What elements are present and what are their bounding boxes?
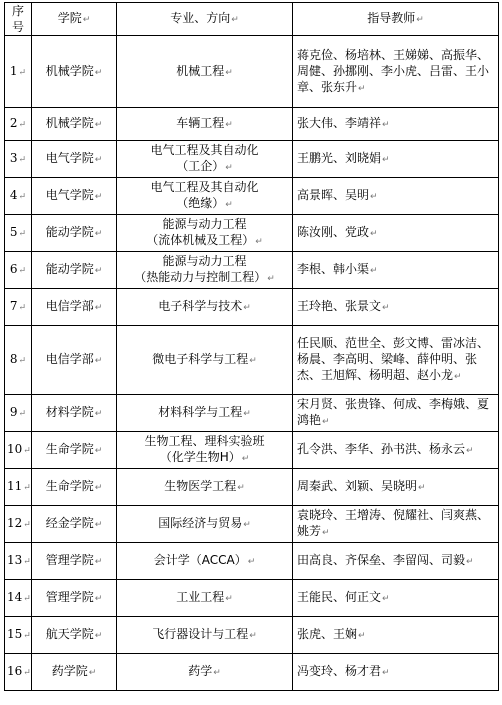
row-index: 7↵	[5, 289, 32, 326]
row-college: 管理学院↵	[32, 543, 117, 580]
row-college: 机械学院↵	[32, 108, 117, 141]
row-index: 8↵	[5, 326, 32, 395]
row-advisors: 陈汝刚、党政↵	[293, 215, 499, 252]
row-major: 会计学（ACCA）↵	[117, 543, 293, 580]
row-major: 机械工程↵	[117, 36, 293, 108]
paragraph-mark: ↵	[370, 266, 378, 276]
row-index: 15↵	[5, 617, 32, 654]
row-advisors: 张大伟、李靖祥↵	[293, 108, 499, 141]
row-college: 生命学院↵	[32, 432, 117, 469]
paragraph-mark: ↵	[94, 303, 103, 313]
row-advisors: 袁晓玲、王增涛、倪耀社、闫爽燕、姚芳↵	[293, 506, 499, 543]
paragraph-mark: ↵	[94, 67, 103, 78]
paragraph-mark: ↵	[23, 557, 31, 567]
row-advisors: 孔令洪、李华、孙书洪、杨永云↵	[293, 432, 499, 469]
row-advisors: 冯变玲、杨才君↵	[293, 654, 499, 691]
paragraph-mark: ↵	[225, 200, 233, 210]
header-college: 学院↵	[32, 3, 117, 36]
paragraph-mark: ↵	[466, 446, 474, 456]
paragraph-mark: ↵	[243, 409, 251, 419]
header-advisor: 指导教师↵	[293, 3, 499, 36]
paragraph-mark: ↵	[94, 520, 103, 530]
paragraph-mark: ↵	[88, 668, 97, 678]
paragraph-mark: ↵	[225, 163, 233, 173]
table-row	[5, 580, 499, 617]
row-major: 电气工程及其自动化 （工企）↵	[117, 141, 293, 178]
row-college: 电信学部↵	[32, 326, 117, 395]
paragraph-mark: ↵	[241, 454, 250, 464]
paragraph-mark: ↵	[454, 372, 462, 382]
row-major: 微电子科学与工程↵	[117, 326, 293, 395]
row-major: 工业工程↵	[117, 580, 293, 617]
table-row	[5, 36, 499, 108]
paragraph-mark: ↵	[18, 192, 27, 202]
paragraph-mark: ↵	[94, 155, 103, 165]
row-college: 机械学院↵	[32, 36, 117, 108]
paragraph-mark: ↵	[225, 120, 233, 130]
paragraph-mark: ↵	[94, 192, 103, 202]
paragraph-mark: ↵	[358, 631, 366, 641]
row-advisors: 王玲艳、张景文↵	[293, 289, 499, 326]
row-index: 12↵	[5, 506, 32, 543]
row-college: 管理学院↵	[32, 580, 117, 617]
table-row	[5, 506, 499, 543]
paragraph-mark: ↵	[382, 155, 390, 165]
header-index: 序 号	[5, 3, 32, 36]
row-index: 3↵	[5, 141, 32, 178]
row-major: 电气工程及其自动化 （绝缘）↵	[117, 178, 293, 215]
row-major: 国际经济与贸易↵	[117, 506, 293, 543]
paragraph-mark: ↵	[249, 356, 257, 366]
row-major: 车辆工程↵	[117, 108, 293, 141]
row-index: 5↵	[5, 215, 32, 252]
paragraph-mark: ↵	[94, 229, 103, 239]
paragraph-mark: ↵	[23, 446, 31, 456]
row-index: 6↵	[5, 252, 32, 289]
table-row	[5, 108, 499, 141]
paragraph-mark: ↵	[213, 668, 221, 678]
paragraph-mark: ↵	[23, 594, 31, 604]
row-advisors: 李根、韩小渠↵	[293, 252, 499, 289]
row-college: 材料学院↵	[32, 395, 117, 432]
paragraph-mark: ↵	[243, 520, 251, 530]
paragraph-mark: ↵	[418, 483, 426, 493]
row-advisors: 宋月贤、张贵锋、何成、李梅娥、夏鸿艳↵	[293, 395, 499, 432]
paragraph-mark: ↵	[18, 303, 27, 313]
row-college: 电信学部↵	[32, 289, 117, 326]
paragraph-mark: ↵	[247, 557, 256, 567]
paragraph-mark: ↵	[267, 274, 275, 284]
row-index: 13↵	[5, 543, 32, 580]
table-row	[5, 178, 499, 215]
paragraph-mark: ↵	[382, 594, 390, 604]
row-index: 16↵	[5, 654, 32, 691]
paragraph-mark: ↵	[23, 668, 31, 678]
paragraph-mark: ↵	[94, 483, 103, 493]
table-row	[5, 543, 499, 580]
paragraph-mark: ↵	[237, 483, 245, 493]
row-major: 电子科学与技术↵	[117, 289, 293, 326]
paragraph-mark: ↵	[23, 520, 31, 530]
row-college: 电气学院↵	[32, 178, 117, 215]
row-major: 材料科学与工程↵	[117, 395, 293, 432]
paragraph-mark: ↵	[18, 356, 27, 366]
paragraph-mark: ↵	[370, 229, 378, 239]
table-row	[5, 326, 499, 395]
row-college: 药学院↵	[32, 654, 117, 691]
paragraph-mark: ↵	[322, 528, 330, 538]
table-row	[5, 215, 499, 252]
row-index: 14↵	[5, 580, 32, 617]
table-row	[5, 654, 499, 691]
table-row	[5, 469, 499, 506]
row-major: 生物工程、理科实验班 （化学生物H）↵	[117, 432, 293, 469]
row-advisors: 高景晖、吴明↵	[293, 178, 499, 215]
row-index: 4↵	[5, 178, 32, 215]
table-row	[5, 141, 499, 178]
row-college: 航天学院↵	[32, 617, 117, 654]
paragraph-mark: ↵	[23, 631, 31, 641]
paragraph-mark: ↵	[94, 266, 103, 276]
row-major: 生物医学工程↵	[117, 469, 293, 506]
table-row	[5, 617, 499, 654]
table-row	[5, 252, 499, 289]
row-advisors: 任民顺、范世全、彭文博、雷冰洁、杨晨、李高明、梁峰、薛仲明、张杰、王旭辉、杨明超、赵小龙↵	[293, 326, 499, 395]
paragraph-mark: ↵	[370, 192, 378, 202]
paragraph-mark: ↵	[382, 668, 390, 678]
row-advisors: 王能民、何正文↵	[293, 580, 499, 617]
row-advisors: 张虎、王娴↵	[293, 617, 499, 654]
row-advisors: 田高良、齐保垒、李留闯、司毅↵	[293, 543, 499, 580]
paragraph-mark: ↵	[94, 409, 103, 419]
row-advisors: 周秦武、刘颖、吴晓明↵	[293, 469, 499, 506]
row-index: 9↵	[5, 395, 32, 432]
table-row	[5, 289, 499, 326]
row-college: 能动学院↵	[32, 252, 117, 289]
row-index: 2↵	[5, 108, 32, 141]
paragraph-mark: ↵	[249, 631, 257, 641]
paragraph-mark: ↵	[382, 120, 390, 130]
row-college: 生命学院↵	[32, 469, 117, 506]
paragraph-mark: ↵	[94, 557, 103, 567]
row-major: 飞行器设计与工程↵	[117, 617, 293, 654]
row-index: 1↵	[5, 36, 32, 108]
header-major: 专业、方向↵	[117, 3, 293, 36]
paragraph-mark: ↵	[94, 120, 103, 130]
row-college: 电气学院↵	[32, 141, 117, 178]
row-college: 能动学院↵	[32, 215, 117, 252]
paragraph-mark: ↵	[358, 83, 366, 94]
paragraph-mark: ↵	[322, 417, 330, 427]
paragraph-mark: ↵	[18, 266, 27, 276]
paragraph-mark: ↵	[255, 237, 263, 247]
paragraph-mark: ↵	[466, 557, 474, 567]
row-index: 10↵	[5, 432, 32, 469]
paragraph-mark: ↵	[18, 155, 27, 165]
table-row	[5, 395, 499, 432]
row-advisors: 王鹏光、刘晓娟↵	[293, 141, 499, 178]
row-major: 能源与动力工程 （热能动力与控制工程）↵	[117, 252, 293, 289]
row-major: 能源与动力工程 （流体机械及工程）↵	[117, 215, 293, 252]
paragraph-mark: ↵	[18, 409, 27, 419]
paragraph-mark: ↵	[18, 67, 27, 78]
paragraph-mark: ↵	[18, 120, 27, 130]
paragraph-mark: ↵	[243, 303, 251, 313]
paragraph-mark: ↵	[225, 67, 233, 78]
paragraph-mark: ↵	[94, 631, 103, 641]
row-advisors: 蒋克俭、杨培林、王娣娣、高振华、周健、孙挪刚、李小虎、吕雷、王小章、张东升↵	[293, 36, 499, 108]
row-major: 药学↵	[117, 654, 293, 691]
paragraph-mark: ↵	[382, 303, 390, 313]
paragraph-mark: ↵	[94, 356, 103, 366]
paragraph-mark: ↵	[94, 594, 103, 604]
paragraph-mark: ↵	[225, 594, 233, 604]
paragraph-mark: ↵	[23, 483, 31, 493]
paragraph-mark: ↵	[18, 229, 27, 239]
row-college: 经金学院↵	[32, 506, 117, 543]
table-header-row	[5, 3, 499, 36]
table-row	[5, 432, 499, 469]
advisor-table	[4, 2, 499, 691]
row-index: 11↵	[5, 469, 32, 506]
paragraph-mark: ↵	[94, 446, 103, 456]
